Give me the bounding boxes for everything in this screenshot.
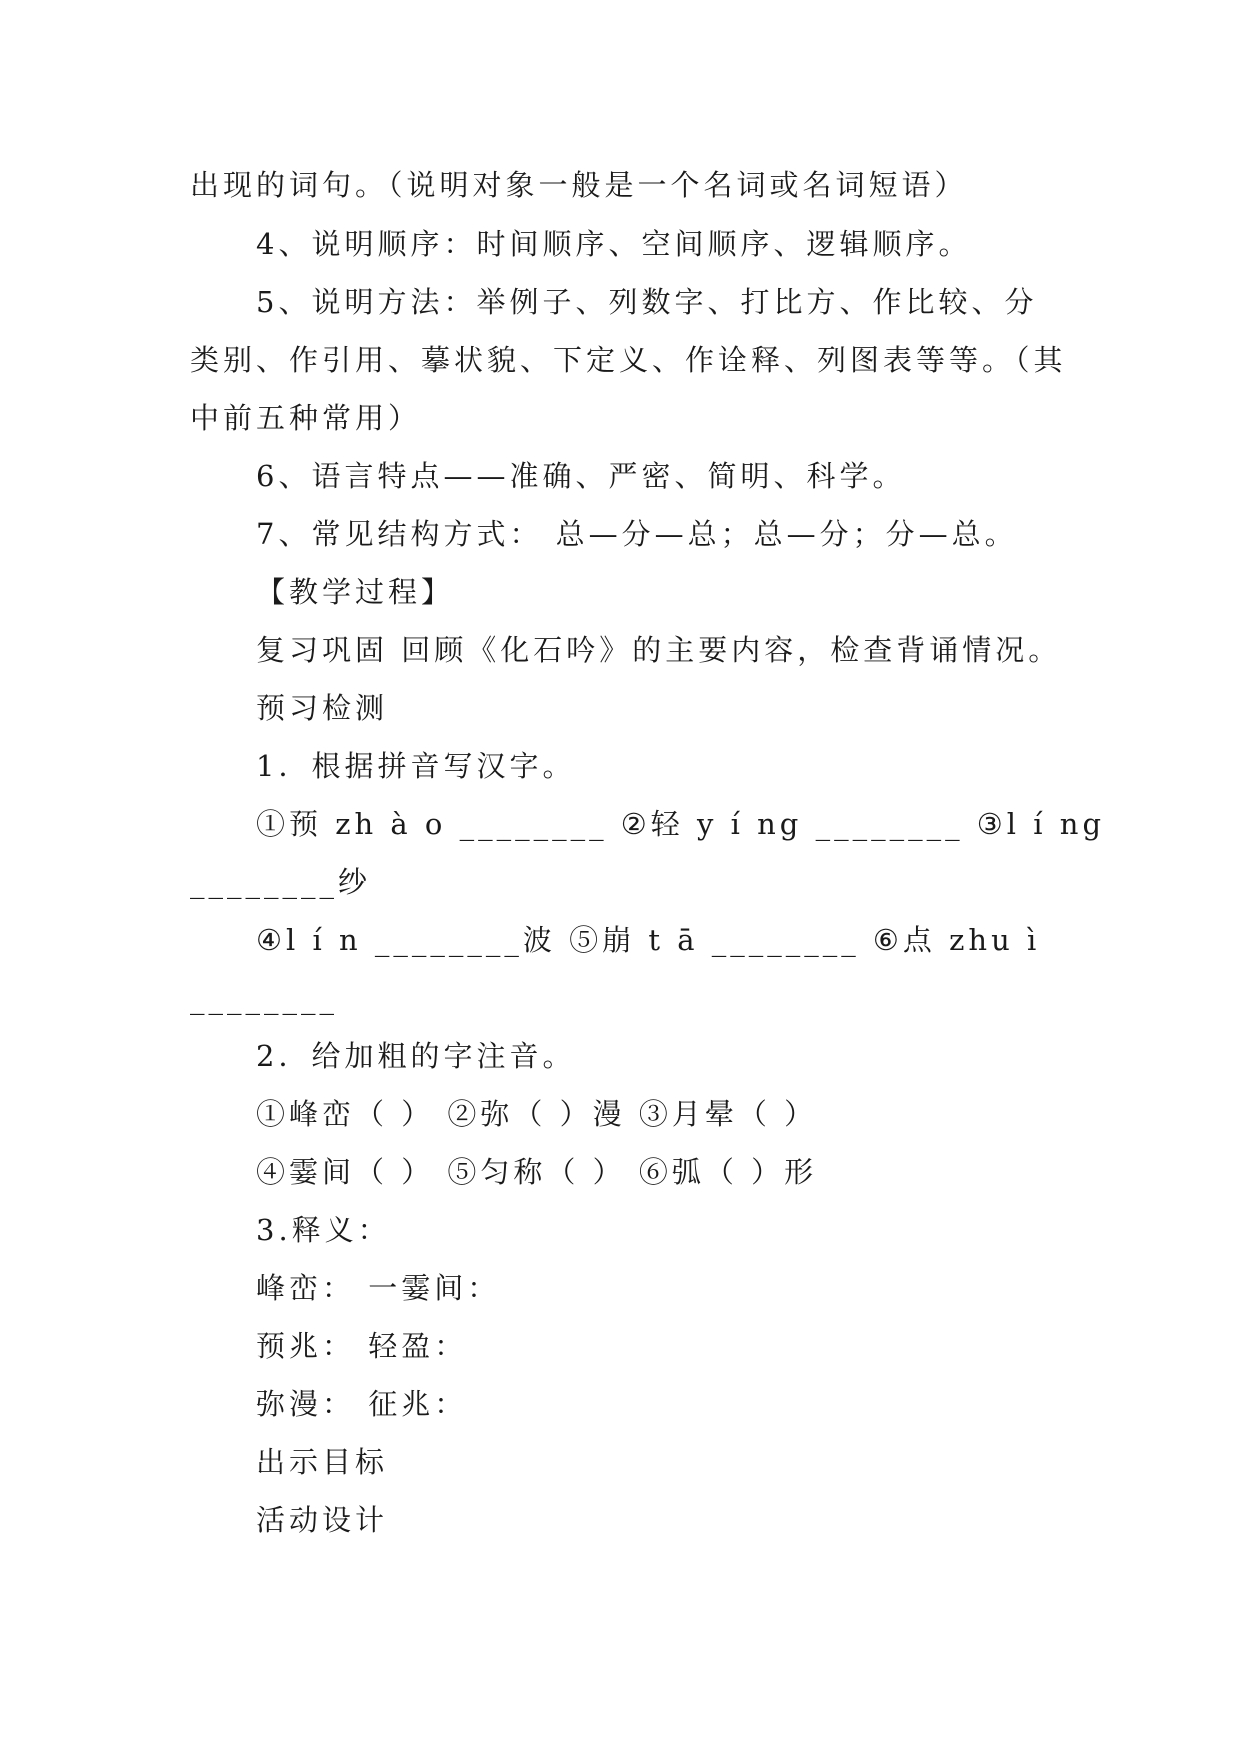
text-line: 出现的词句。（说明对象一般是一个名词或名词短语） (190, 168, 968, 202)
section-heading: 【教学过程】 (256, 575, 455, 609)
exercise-line: ④l í n ________波 ⑤崩 t ā ________ ⑥点 zhu ì (256, 923, 1041, 957)
text-line: 2．给加粗的字注音。 (256, 1039, 576, 1073)
text-line: 7、常见结构方式： 总—分—总；总—分；分—总。 (256, 517, 1018, 551)
text-line: 出示目标 (256, 1445, 389, 1479)
exercise-line: ①预 zh à o ________ ②轻 y í ng ________ ③l í ng (256, 807, 1106, 841)
text-line: 类别、作引用、摹状貌、下定义、作诠释、列图表等等。（其 (190, 343, 1067, 377)
text-line: 预习检测 (256, 691, 389, 725)
text-line: 中前五种常用） (190, 401, 422, 435)
exercise-line: 弥漫： 征兆： (256, 1387, 468, 1421)
text-line: 5、说明方法：举例子、列数字、打比方、作比较、分 (256, 285, 1038, 319)
exercise-line: ________纱 (190, 865, 372, 899)
text-line: 3.释义： (256, 1213, 391, 1247)
text-line: 1．根据拼音写汉字。 (256, 749, 576, 783)
text-line: 4、说明顺序：时间顺序、空间顺序、逻辑顺序。 (256, 227, 972, 261)
exercise-line: ________ (190, 981, 338, 1015)
text-line: 复习巩固 回顾《化石吟》的主要内容，检查背诵情况。 (256, 633, 1062, 667)
text-line: 6、语言特点——准确、严密、简明、科学。 (256, 459, 906, 493)
exercise-line: 峰峦： 一霎间： (256, 1271, 501, 1305)
exercise-line: ④霎间（ ） ⑤匀称（ ） ⑥弧（ ）形 (256, 1155, 818, 1189)
exercise-line: ①峰峦（ ） ②弥（ ）漫 ③月晕（ ） (256, 1097, 818, 1131)
text-line: 活动设计 (256, 1503, 389, 1537)
exercise-line: 预兆： 轻盈： (256, 1329, 468, 1363)
